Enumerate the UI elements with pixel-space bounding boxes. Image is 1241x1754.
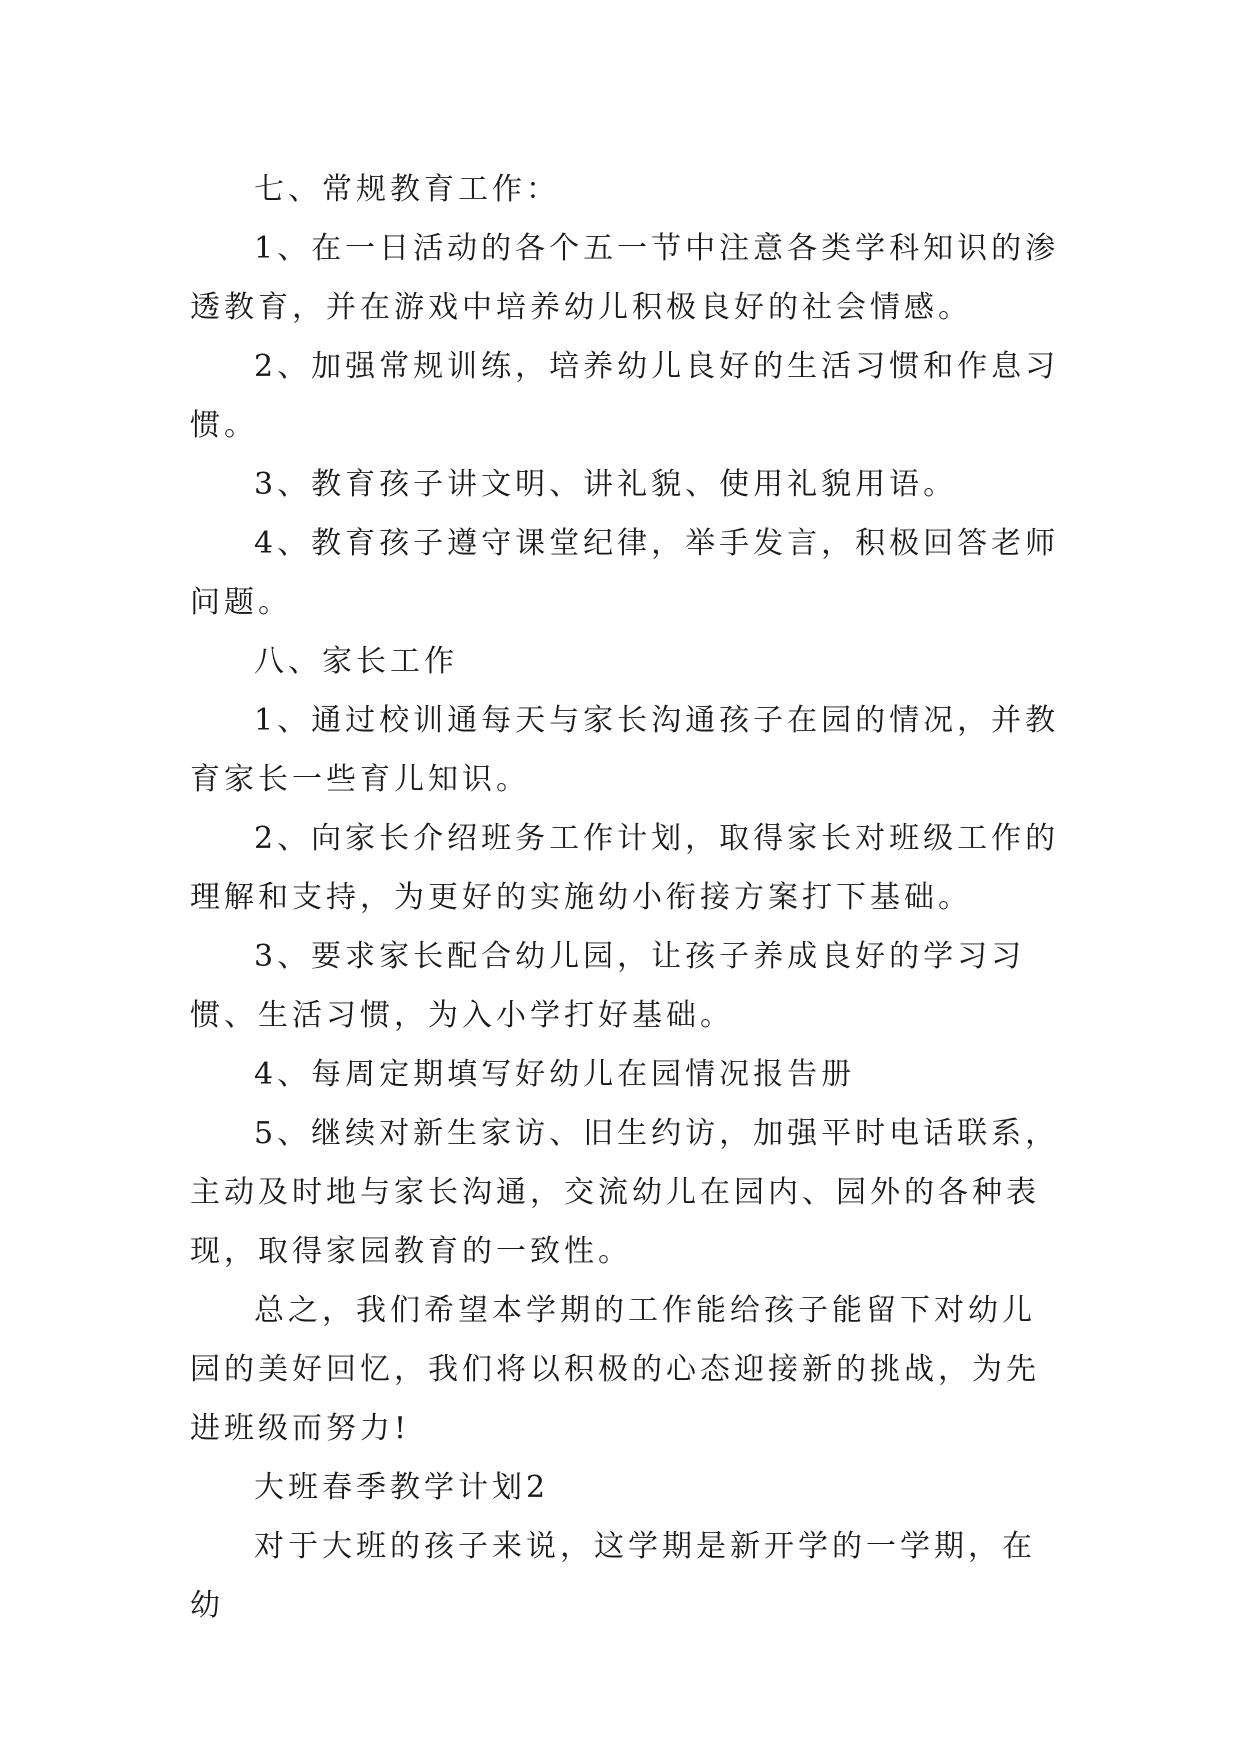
section-heading-parent-work: 八、家长工作	[254, 644, 458, 679]
document-subtitle: 大班春季教学计划2	[254, 1470, 550, 1505]
paragraph-conclusion: 总之，我们希望本学期的工作能给孩子能留下对幼儿园的美好回忆，我们将以积极的心态迎接新的挑战，为先进班级而努力!	[190, 1293, 1040, 1446]
paragraph-routine-item-2: 2、加强常规训练，培养幼儿良好的生活习惯和作息习惯。	[190, 349, 1060, 443]
paragraph-routine-item-1: 1、在一日活动的各个五一节中注意各类学科知识的渗透教育，并在游戏中培养幼儿积极良好的社会情感。	[190, 231, 1060, 325]
section-heading-routine-education: 七、常规教育工作：	[254, 172, 560, 207]
paragraph-parent-item-5: 5、继续对新生家访、旧生约访，加强平时电话联系，主动及时地与家长沟通，交流幼儿在园内、园外的各种表现，取得家园教育的一致性。	[190, 1116, 1060, 1269]
paragraph-routine-item-4: 4、教育孩子遵守课堂纪律，举手发言，积极回答老师问题。	[190, 526, 1060, 620]
paragraph-parent-item-2: 2、向家长介绍班务工作计划，取得家长对班级工作的理解和支持，为更好的实施幼小衔接方案打下基础。	[190, 821, 1060, 915]
document-body	[190, 160, 1060, 1635]
paragraph-parent-item-4: 4、每周定期填写好幼儿在园情况报告册	[254, 1057, 856, 1092]
paragraph-routine-item-3: 3、教育孩子讲文明、讲礼貌、使用礼貌用语。	[254, 467, 958, 502]
paragraph-parent-item-1: 1、通过校训通每天与家长沟通孩子在园的情况，并教育家长一些育儿知识。	[190, 703, 1060, 797]
paragraph-parent-item-3: 3、要求家长配合幼儿园，让孩子养成良好的学习习惯、生活习惯，为入小学打好基础。	[190, 939, 1026, 1033]
paragraph-intro: 对于大班的孩子来说，这学期是新开学的一学期，在幼	[190, 1529, 1036, 1623]
